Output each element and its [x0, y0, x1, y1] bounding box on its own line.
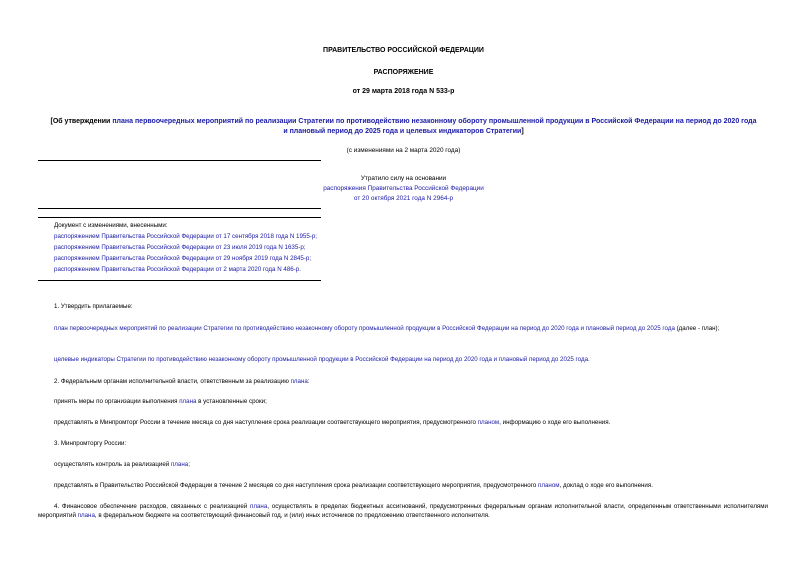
plan-link[interactable]: плана	[179, 398, 197, 405]
paragraph-4	[38, 502, 768, 520]
plan-link[interactable]: планом	[538, 482, 560, 489]
change-link[interactable]: распоряжением Правительства Российской Федерации от 23 июля 2019 года N 1635-р;	[54, 244, 306, 251]
paragraph-text: , информацию о ходе его выполнения.	[499, 419, 611, 426]
plan-link[interactable]: планом	[477, 419, 500, 426]
invalidating-order-date-link[interactable]: от 20 октября 2021 года N 2964-р	[353, 195, 454, 202]
document-date-number: от 29 марта 2018 года N 533-р	[352, 88, 455, 95]
paragraph-text: :	[307, 378, 310, 385]
paragraph-2b	[38, 418, 768, 427]
paragraph-text: представлять в Правительство Российской Федерации в течение 2 месяцев со дня наступления срока реализации соответствующего мероприятия, предусмотренного	[54, 482, 539, 489]
paragraph-text: представлять в Минпромторг России в течение месяца со дня наступления срока реализации соответствующего мероприятия, предусмотренного	[54, 419, 478, 426]
paragraph-2	[38, 377, 768, 386]
change-link[interactable]: распоряжением Правительства Российской Федерации от 2 марта 2020 года N 486-р.	[54, 266, 301, 273]
plan-link[interactable]: плана	[170, 461, 189, 468]
government-name: ПРАВИТЕЛЬСТВО РОССИЙСКОЙ ФЕДЕРАЦИИ	[323, 47, 484, 54]
paragraph-1b	[38, 355, 768, 364]
title-link[interactable]: плана первоочередных мероприятий по реализации Стратегии по противодействию незаконному обороту промышленной продукции в Российской Федерации на период до 2020 года и плановый период до 2025 года и целевых индикаторов Стратегии	[112, 118, 757, 135]
paragraph-text: , в федеральном бюджете на соответствующий финансовый год, и (или) иных источников по предложению ответственного исполнителя.	[94, 512, 490, 519]
title-prefix: [Об утверждении	[50, 118, 113, 125]
paragraph-2a	[38, 397, 768, 406]
document-type: РАСПОРЯЖЕНИЕ	[373, 69, 434, 76]
paragraph-text: 2. Федеральным органам исполнительной власти, ответственным за реализацию	[54, 378, 291, 385]
title-suffix: ]	[521, 128, 524, 135]
indicators-link[interactable]: целевые индикаторы Стратегии по противодействию незаконному обороту промышленной продукции в Российской Федерации на период до 2020 года и плановый период до 2025 года.	[54, 356, 590, 363]
paragraph-text: принять меры по организации выполнения	[54, 398, 180, 405]
invalidated-notice: Утратило силу на основании	[360, 175, 447, 182]
divider	[38, 280, 321, 281]
change-link[interactable]: распоряжением Правительства Российской Федерации от 17 сентября 2018 года N 1955-р;	[54, 233, 318, 240]
document-title	[50, 117, 757, 137]
plan-link[interactable]: план первоочередных мероприятий по реализации Стратегии по противодействию незаконному обороту промышленной продукции в Российской Федерации на период до 2020 года и плановый период до 2025 года	[54, 325, 675, 332]
paragraph-text: осуществлять контроль за реализацией	[54, 461, 171, 468]
paragraph-text: в установленные сроки;	[196, 398, 267, 405]
paragraph-text: , осуществлять в пределах бюджетных ассигнований, предусмотренных федеральным органам исполнительной власти, определенным ответственными исполнителями мероприятий	[38, 503, 768, 519]
paragraph-3a	[38, 460, 768, 469]
change-link[interactable]: распоряжением Правительства Российской Федерации от 29 ноября 2019 года N 2845-р;	[54, 255, 312, 262]
paragraph-text: , доклад о ходе его выполнения.	[559, 482, 653, 489]
paragraph-1: 1. Утвердить прилагаемые:	[54, 303, 133, 310]
plan-link[interactable]: плана	[77, 512, 95, 519]
paragraph-1a	[38, 324, 768, 333]
paragraph-text: (далее - план);	[674, 325, 720, 332]
divider	[38, 217, 321, 218]
plan-link[interactable]: плана	[290, 378, 308, 385]
amendments-note: (с изменениями на 2 марта 2020 года)	[346, 147, 461, 154]
plan-link[interactable]: плана	[250, 503, 268, 510]
paragraph-text: 4. Финансовое обеспечение расходов, связанных с реализацией	[54, 503, 251, 510]
divider	[38, 208, 321, 209]
paragraph-3: 3. Минпромторгу России:	[54, 440, 127, 447]
paragraph-3b	[38, 481, 768, 490]
invalidating-order-link[interactable]: распоряжения Правительства Российской Федерации	[323, 185, 484, 192]
divider	[38, 160, 321, 161]
changes-heading: Документ с изменениями, внесенными:	[54, 222, 168, 229]
paragraph-text: ;	[188, 461, 190, 468]
